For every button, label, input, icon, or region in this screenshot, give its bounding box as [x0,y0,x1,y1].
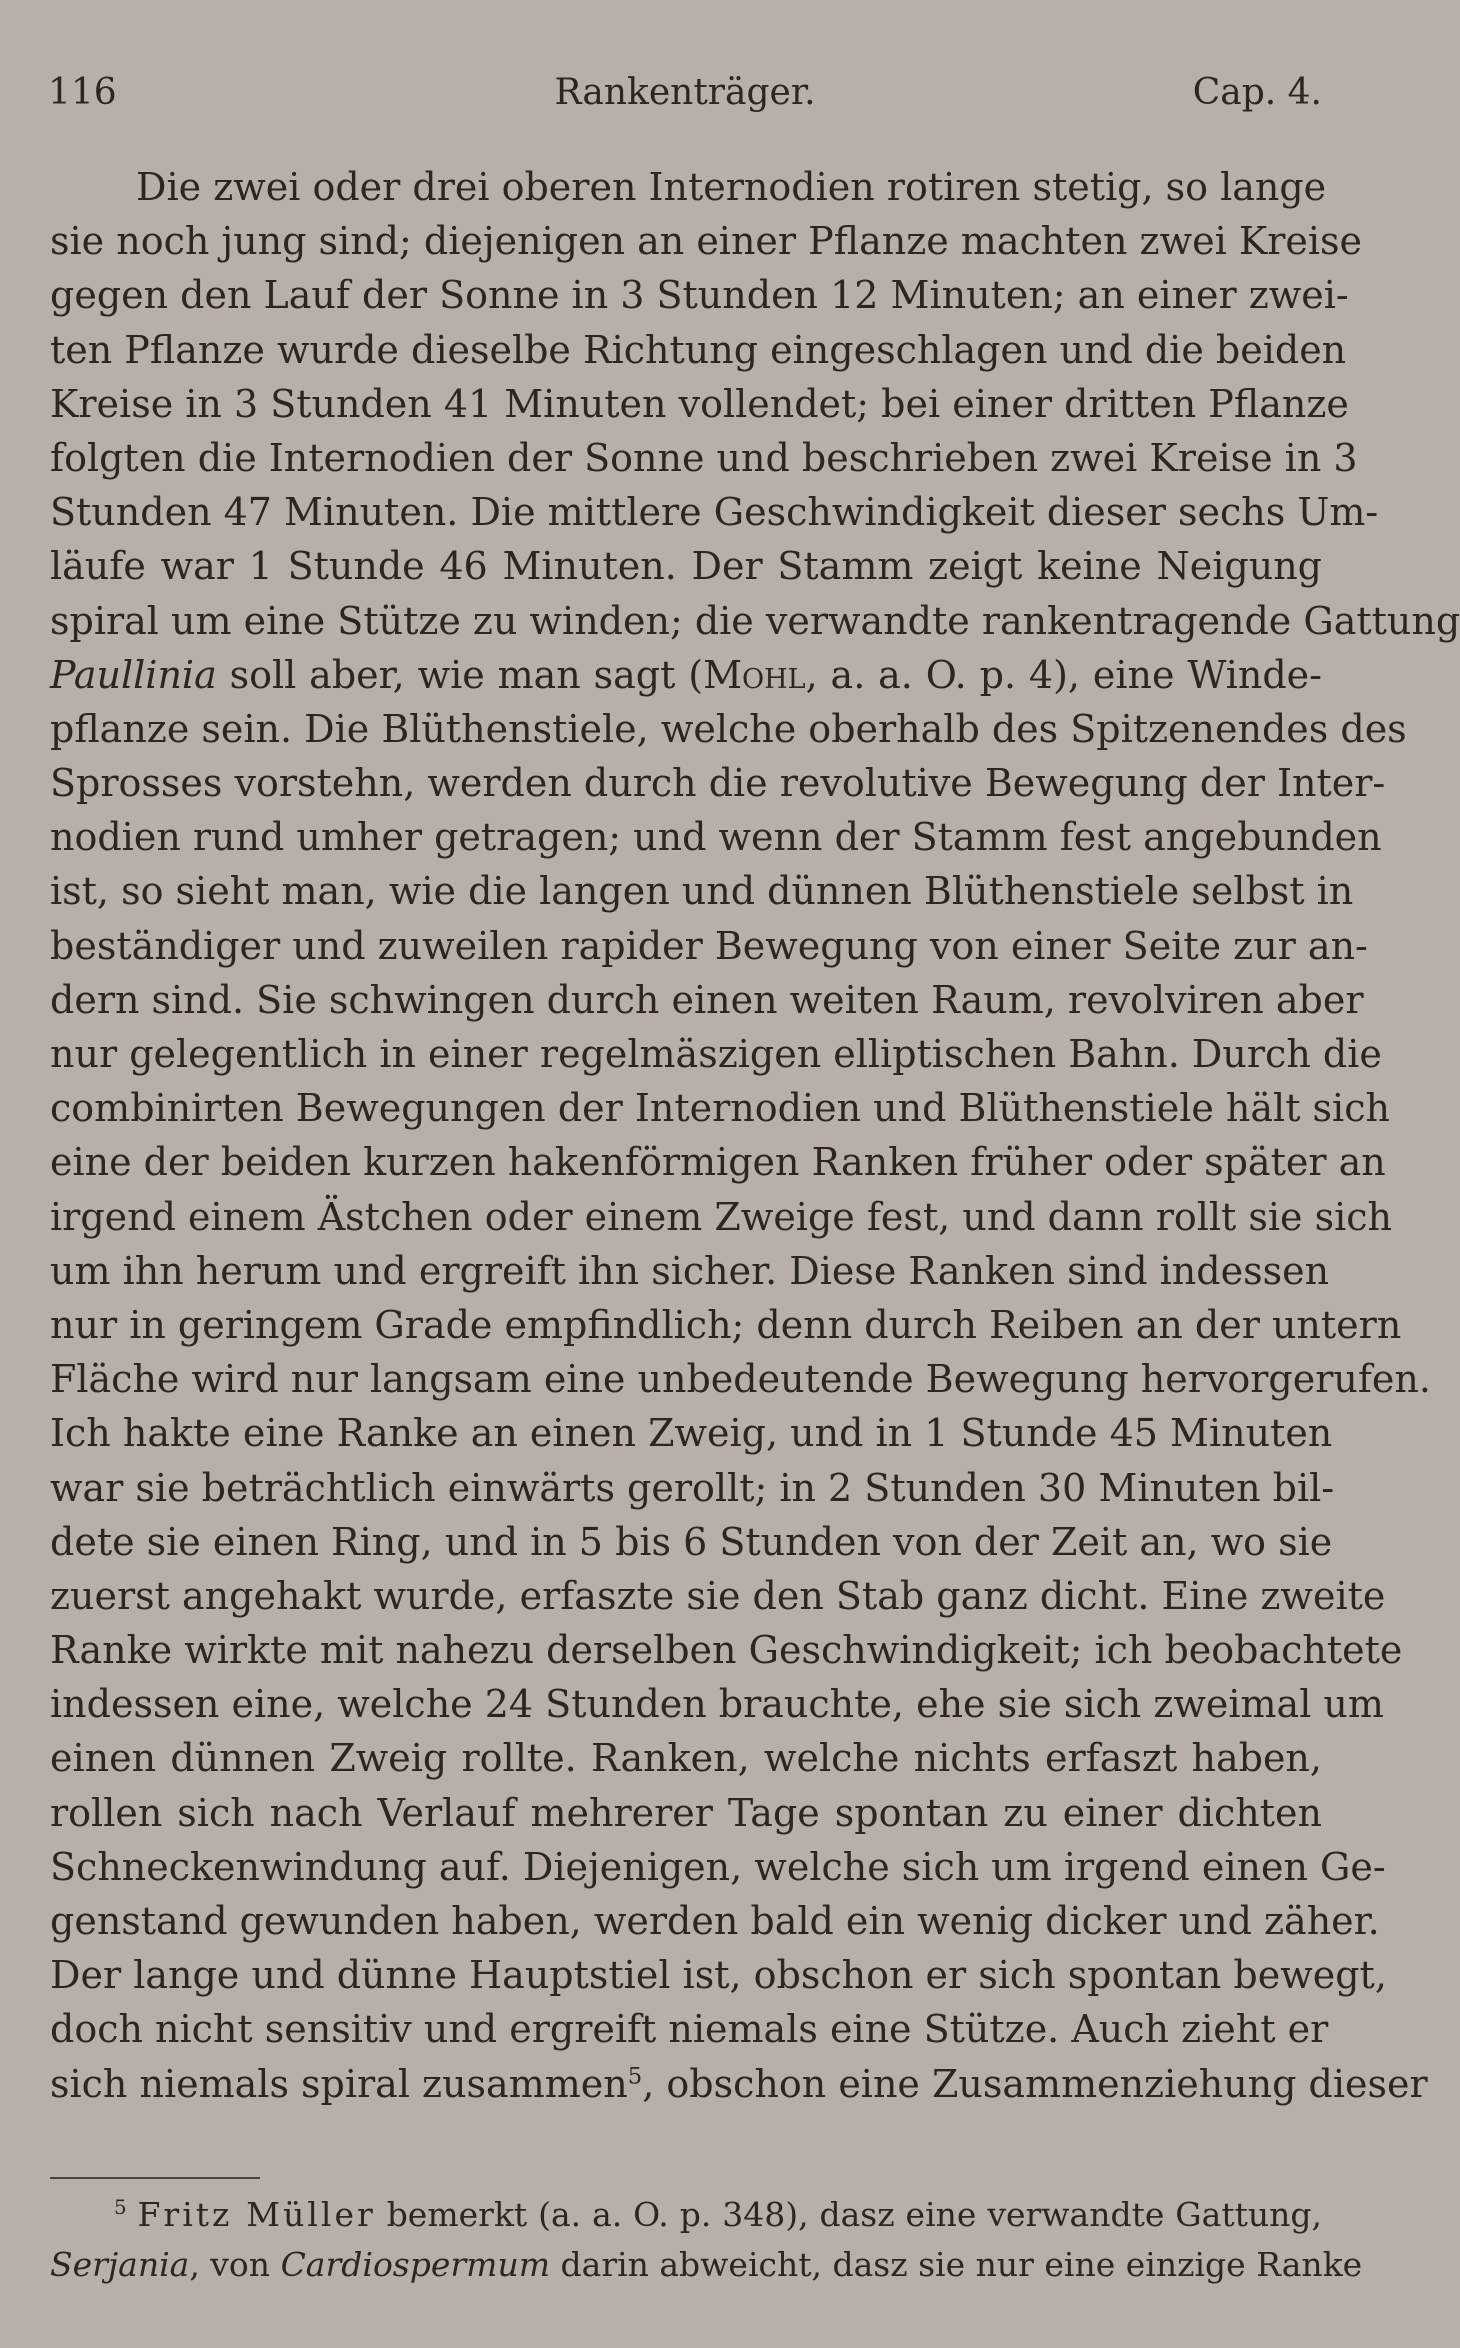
body-text [50,160,1460,2111]
author-name-mohl: Mohl [703,652,806,697]
text-line: eine der beiden kurzen hakenförmigen Ranken früher oder später an [50,1140,1386,1185]
text-segment: darin abweicht, dasz sie nur eine einzige Ranke [560,2245,1363,2284]
text-line: irgend einem Ästchen oder einem Zweige fest, und dann rollt sie sich [50,1194,1393,1239]
page-number: 116 [48,72,117,113]
genus-name-paullinia: Paullinia [50,652,217,697]
text-line: beständiger und zuweilen rapider Bewegung von einer Seite zur an- [50,923,1368,968]
text-segment: , obschon eine Zusammenziehung dieser [642,2061,1428,2106]
genus-name-cardiospermum: Cardiospermum [280,2245,551,2284]
text-segment: , von [189,2245,271,2284]
text-segment: bemerkt (a. a. O. p. 348), dasz eine verwandte Gattung, [386,2195,1322,2234]
text-line: nur gelegentlich in einer regelmäszigen elliptischen Bahn. Durch die [50,1032,1382,1076]
text-line: zuerst angehakt wurde, erfaszte sie den Stab ganz dicht. Eine zweite [50,1573,1386,1618]
text-line: Ranke wirkte mit nahezu derselben Geschwindigkeit; ich beobachtete [50,1628,1403,1673]
text-line: pflanze sein. Die Blüthenstiele, welche oberhalb des Spitzenendes des [50,706,1407,751]
text-line: läufe war 1 Stunde 46 Minuten. Der Stamm zeigt keine Neigung [50,544,1322,589]
text-line: nodien rund umher getragen; und wenn der Stamm fest angebunden [50,815,1382,860]
genus-name-serjania: Serjania [50,2245,190,2284]
text-line: ten Pflanze wurde dieselbe Richtung eingeschlagen und die beiden [50,327,1347,372]
text-line: nur in geringem Grade empfindlich; denn durch Reiben an der untern [50,1302,1402,1347]
text-line: Sprosses vorstehn, werden durch die revolutive Bewegung der Inter- [50,761,1386,806]
text-line: Der lange und dünne Hauptstiel ist, obschon er sich spontan bewegt, [50,1953,1387,1998]
text-line: Die zwei oder drei oberen Internodien rotiren stetig, so lange [136,165,1327,209]
footnote-divider [50,2177,260,2179]
text-line: spiral um eine Stütze zu winden; die verwandte rankentragende Gattung [50,598,1460,643]
text-line: Schneckenwindung auf. Diejenigen, welche sich um irgend einen Ge- [50,1844,1386,1889]
text-line: gegen den Lauf der Sonne in 3 Stunden 12 Minuten; an einer zwei- [50,273,1349,318]
text-line: combinirten Bewegungen der Internodien und Blüthenstiele hält sich [50,1086,1390,1131]
text-line: Ich hakte eine Ranke an einen Zweig, und in 1 Stunde 45 Minuten [50,1411,1333,1456]
footnote-author: Fritz Müller [137,2195,376,2234]
text-line: einen dünnen Zweig rollte. Ranken, welche nichts erfaszt haben, [50,1736,1322,1781]
text-line: doch nicht sensitiv und ergreift niemals eine Stütze. Auch zieht er [50,2007,1329,2052]
text-line: sie noch jung sind; diejenigen an einer Pflanze machten zwei Kreise [50,219,1363,264]
text-line [50,2057,1428,2111]
text-segment: sich niemals spiral zusammen [50,2061,628,2106]
text-line: war sie beträchtlich einwärts gerollt; in 2 Stunden 30 Minuten bil- [50,1465,1335,1510]
text-line: Fläche wird nur langsam eine unbedeutende Bewegung hervorgerufen. [50,1357,1431,1402]
footnotes [50,2190,1363,2290]
text-line: indessen eine, welche 24 Stunden brauchte, ehe sie sich zweimal um [50,1682,1384,1727]
text-segment: , a. a. O. p. 4), eine Winde- [805,652,1322,697]
text-line: rollen sich nach Verlauf mehrerer Tage spontan zu einer dichten [50,1790,1322,1835]
text-line [50,648,1322,702]
footnote-line [50,2240,1363,2290]
text-line: ist, so sieht man, wie die langen und dünnen Blüthenstiele selbst in [50,869,1354,914]
text-line: Kreise in 3 Stunden 41 Minuten vollendet; bei einer dritten Pflanze [50,381,1349,426]
text-line: dern sind. Sie schwingen durch einen weiten Raum, revolviren aber [50,977,1364,1022]
text-line: folgten die Internodien der Sonne und beschrieben zwei Kreise in 3 [50,435,1358,480]
footnote-reference: 5 [627,2062,643,2089]
text-line: dete sie einen Ring, und in 5 bis 6 Stunden von der Zeit an, wo sie [50,1519,1333,1564]
text-segment: soll aber, wie man sagt ( [229,652,704,697]
text-line: Stunden 47 Minuten. Die mittlere Geschwindigkeit dieser sechs Um- [50,490,1379,535]
footnote-marker: 5 [114,2196,127,2219]
running-head [48,68,1322,118]
text-line: genstand gewunden haben, werden bald ein wenig dicker und zäher. [50,1899,1380,1943]
text-line: um ihn herum und ergreift ihn sicher. Diese Ranken sind indessen [50,1248,1330,1293]
chapter-label: Cap. 4. [1192,72,1322,113]
footnote-line [50,2190,1322,2240]
running-title: Rankenträger. [554,72,816,113]
